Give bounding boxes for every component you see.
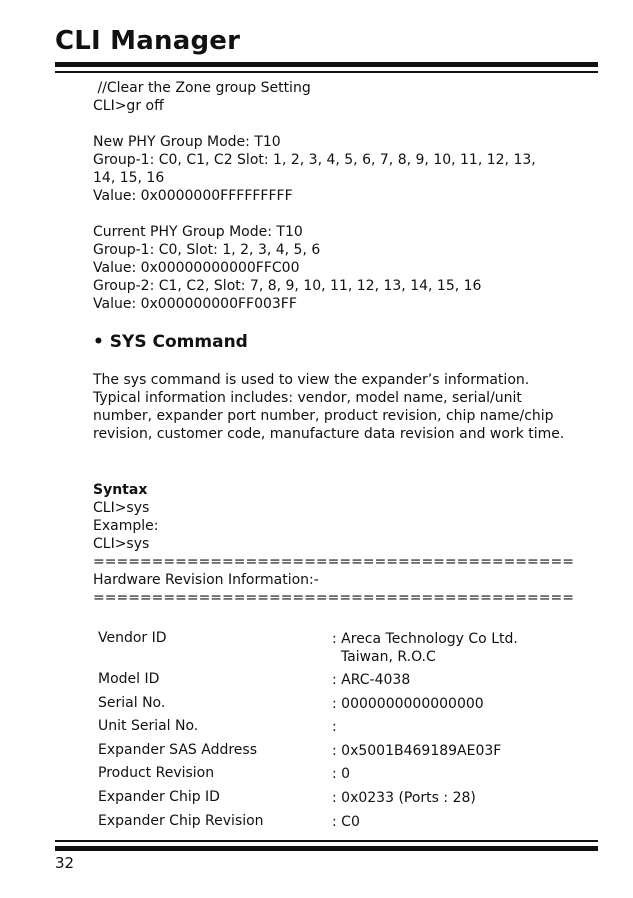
code-line: Group-1: C0, Slot: 1, 2, 3, 4, 5, 6 [93,242,321,258]
info-row [98,718,578,742]
info-row [98,742,578,766]
info-key: Expander SAS Address [98,741,257,758]
info-value: : C0 [332,813,360,830]
syntax-block [93,481,574,607]
info-key: Unit Serial No. [98,718,199,735]
info-key: Expander Chip Revision [98,812,264,829]
hardware-info-table [98,630,578,836]
code-line: Value: 0x000000000FF003FF [93,296,297,312]
info-value: : [332,719,337,736]
footer-rule-thin [55,840,598,842]
syntax-line: CLI>sys [93,500,150,516]
code-line: Value: 0x0000000FFFFFFFFF [93,188,293,204]
syntax-label: Syntax [93,482,148,498]
info-value: : 0 [332,766,351,783]
syntax-line: Hardware Revision Information:- [93,572,319,588]
code-line: New PHY Group Mode: T10 [93,134,281,150]
info-row [98,813,578,837]
section-heading-text: SYS Command [109,332,248,352]
code-block [93,79,593,313]
info-row [98,765,578,789]
header-rule-thin [55,71,598,73]
info-value: : 0x0233 (Ports : 28) [332,789,476,806]
code-line: 14, 15, 16 [93,170,165,186]
info-value: : Areca Technology Co Ltd. Taiwan, R.O.C [332,631,518,665]
section-heading [93,332,248,352]
code-gap [93,205,593,223]
info-row [98,789,578,813]
info-value: : 0x5001B469189AE03F [332,742,502,759]
footer-rule-thick [55,846,598,851]
info-row [98,630,578,671]
code-gap [93,115,593,133]
bullet-icon: • [93,332,104,352]
code-line: //Clear the Zone group Setting [93,80,311,96]
syntax-line: ========================================= [93,590,574,606]
info-row [98,695,578,719]
page-number: 32 [55,854,75,872]
info-key: Product Revision [98,765,215,782]
code-line: CLI>gr off [93,98,164,114]
header-rule-thick [55,62,598,67]
page-title: CLI Manager [55,26,241,56]
info-key: Expander Chip ID [98,788,220,805]
syntax-line: ========================================= [93,554,574,570]
info-row [98,671,578,695]
syntax-lines [93,499,574,607]
code-line: Group-1: C0, C1, C2 Slot: 1, 2, 3, 4, 5, 6, 7, 8, 9, 10, 11, 12, 13, [93,152,536,168]
syntax-line: CLI>sys [93,536,150,552]
code-line: Group-2: C1, C2, Slot: 7, 8, 9, 10, 11, 12, 13, 14, 15, 16 [93,278,482,294]
info-value: : ARC-4038 [332,672,411,688]
info-key: Serial No. [98,694,166,711]
info-key: Model ID [98,671,160,687]
code-line: Current PHY Group Mode: T10 [93,224,303,240]
syntax-line: Example: [93,518,159,534]
info-key: Vendor ID [98,630,167,646]
section-description: The sys command is used to view the expander’s information. Typical information includes: vendor, model name, serial/unit number, expander port number, product revision, chip name/chip revision, customer code, manufacture data revision and work time. [93,372,565,442]
info-value: : 0000000000000000 [332,695,484,712]
code-line: Value: 0x00000000000FFC00 [93,260,300,276]
